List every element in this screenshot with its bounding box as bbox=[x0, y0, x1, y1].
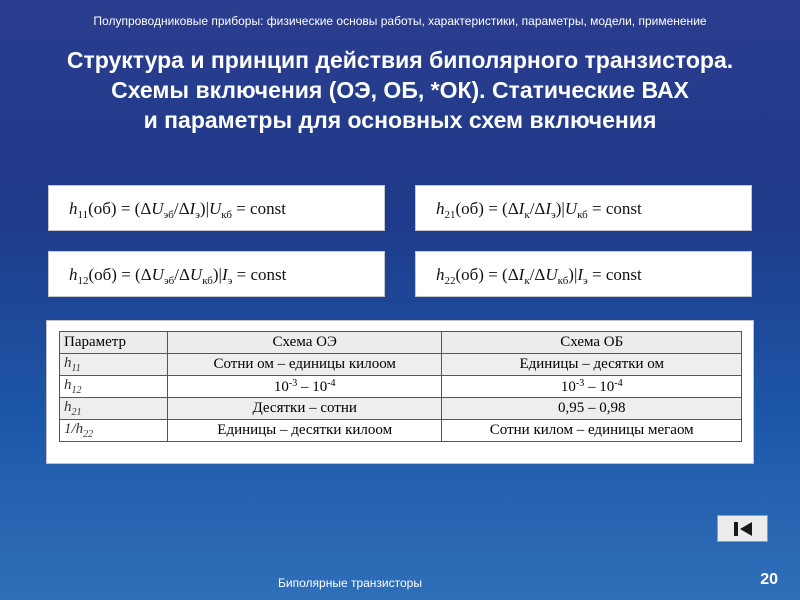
param-cell: $h_{21}$ bbox=[60, 398, 168, 420]
param-cell: $h_{11}$ bbox=[60, 354, 168, 376]
slide-title bbox=[10, 45, 790, 135]
ob-cell: $10^{-3} - 10^{-4}$ bbox=[442, 376, 742, 398]
header-scheme-ob: Схема ОБ bbox=[442, 332, 742, 354]
ob-cell: Сотни килом – единицы мегаом bbox=[442, 420, 742, 442]
slide-header: Полупроводниковые приборы: физические основы работы, характеристики, параметры, модели, применение bbox=[93, 14, 707, 28]
oe-cell: Десятки – сотни bbox=[167, 398, 442, 420]
oe-cell: Единицы – десятки килоом bbox=[167, 420, 442, 442]
page-number: 20 bbox=[760, 571, 778, 588]
ob-cell: Единицы – десятки ом bbox=[442, 354, 742, 376]
table-row bbox=[60, 398, 742, 420]
slide-footer: Биполярные транзисторы bbox=[278, 576, 422, 590]
formula-h12: $h_{12}(об) = (\Delta U_{эб}/\Delta U_{кб})|I_э$ = const bbox=[48, 251, 385, 297]
param-cell: $1/h_{22}$ bbox=[60, 420, 168, 442]
formula-h21: $h_{21}(об) = (\Delta I_к/\Delta I_э)|U_{кб}$ = const bbox=[415, 185, 752, 231]
table-row bbox=[60, 420, 742, 442]
title-line-2: Схемы включения (ОЭ, ОБ, *ОК). Статические ВАХ bbox=[111, 77, 689, 103]
param-cell: $h_{12}$ bbox=[60, 376, 168, 398]
oe-cell: $10^{-3} - 10^{-4}$ bbox=[167, 376, 442, 398]
table-header-row bbox=[60, 332, 742, 354]
table-row bbox=[60, 376, 742, 398]
header-parameter: Параметр bbox=[60, 332, 168, 354]
formula-h22: $h_{22}(об) = (\Delta I_к/\Delta U_{кб})|I_э$ = const bbox=[415, 251, 752, 297]
parameters-table-panel bbox=[46, 320, 754, 464]
header-scheme-oe: Схема ОЭ bbox=[167, 332, 442, 354]
parameters-table bbox=[59, 331, 742, 442]
title-line-3: и параметры для основных схем включения bbox=[143, 107, 657, 133]
first-slide-button[interactable] bbox=[717, 515, 768, 542]
ob-cell: 0,95 – 0,98 bbox=[442, 398, 742, 420]
skip-to-first-icon bbox=[730, 520, 756, 538]
title-line-1: Структура и принцип действия биполярного транзистора. bbox=[66, 47, 734, 73]
formula-h11: $h_{11}(об) = (\Delta U_{эб}/\Delta I_э)|U_{кб}$ = const bbox=[48, 185, 385, 231]
table-row bbox=[60, 354, 742, 376]
oe-cell: Сотни ом – единицы килоом bbox=[167, 354, 442, 376]
